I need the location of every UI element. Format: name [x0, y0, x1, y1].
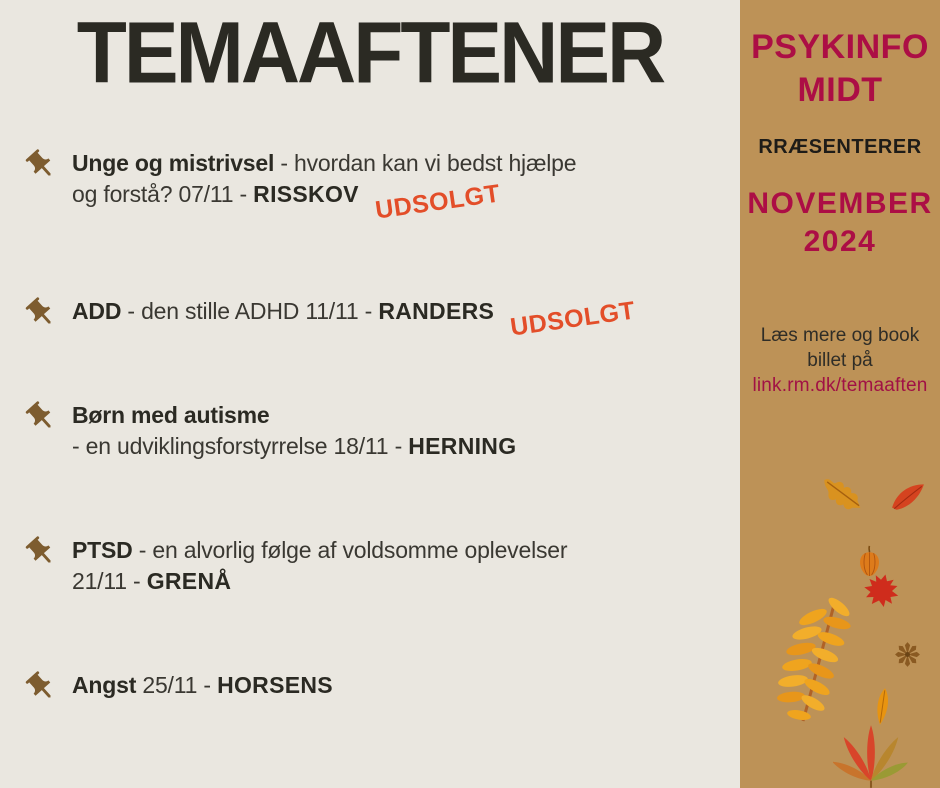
event-city: HORSENS — [217, 672, 333, 698]
org-name — [740, 26, 940, 112]
red-leaf-image — [890, 480, 926, 512]
orange-leaf-image — [871, 686, 894, 727]
creeper-leaf-image — [833, 723, 909, 788]
org-name-line1: PSYKINFO — [751, 28, 929, 66]
pushpin-icon — [17, 393, 65, 441]
soldout-stamp: UDSOLGT — [373, 179, 502, 225]
cta-line2: billet på — [807, 350, 873, 371]
event-text — [72, 400, 516, 462]
event-description: - en alvorlig følge af voldsomme oplevelser — [132, 537, 568, 563]
event-text — [72, 535, 567, 597]
event-topic: Børn med autisme — [72, 402, 270, 428]
event-city: RISSKOV — [253, 181, 359, 207]
event-city: HERNING — [408, 433, 517, 459]
event-description: - hvordan kan vi bedst hjælpe — [274, 150, 577, 176]
event-item — [24, 400, 516, 462]
star-anise-image — [893, 641, 922, 668]
event-topic: ADD — [72, 298, 122, 324]
event-item — [24, 148, 577, 225]
pushpin-icon — [17, 663, 65, 711]
event-item — [24, 670, 333, 704]
sidebar — [740, 0, 940, 788]
event-item — [24, 535, 567, 597]
presents-label: RRÆSENTERER — [758, 136, 922, 158]
event-description: - en udviklingsforstyrrelse 18/11 - — [72, 433, 409, 459]
org-name-line2: MIDT — [797, 71, 883, 109]
soldout-stamp: UDSOLGT — [508, 296, 638, 342]
pushpin-icon — [17, 141, 65, 189]
event-topic: PTSD — [72, 537, 133, 563]
event-description: - den stille ADHD 11/11 - — [121, 298, 379, 324]
event-city: RANDERS — [378, 298, 495, 324]
oak-leaf-image — [820, 468, 866, 518]
month-year — [740, 185, 940, 261]
event-topic: Unge og mistrivsel — [72, 150, 275, 176]
event-description: 25/11 - — [136, 672, 218, 698]
booking-link: link.rm.dk/temaaften — [752, 375, 928, 396]
maple-leaf-image — [859, 572, 904, 609]
year-label: 2024 — [803, 225, 877, 258]
event-description: 21/11 - — [72, 568, 147, 594]
event-topic: Angst — [72, 672, 137, 698]
event-item — [24, 296, 638, 342]
event-text — [72, 296, 638, 342]
event-text — [72, 670, 333, 701]
rowan-leaf-image — [773, 597, 858, 725]
event-text — [72, 148, 577, 225]
month-label: NOVEMBER — [747, 187, 933, 220]
event-city: GRENÅ — [146, 568, 232, 594]
pushpin-icon — [17, 289, 65, 337]
event-description: og forstå? 07/11 - — [72, 181, 254, 207]
poster-title: TEMAAFTENER — [76, 5, 664, 102]
pushpin-icon — [17, 528, 65, 576]
cta-line1: Læs mere og book — [760, 325, 920, 346]
cta-text — [740, 323, 940, 399]
